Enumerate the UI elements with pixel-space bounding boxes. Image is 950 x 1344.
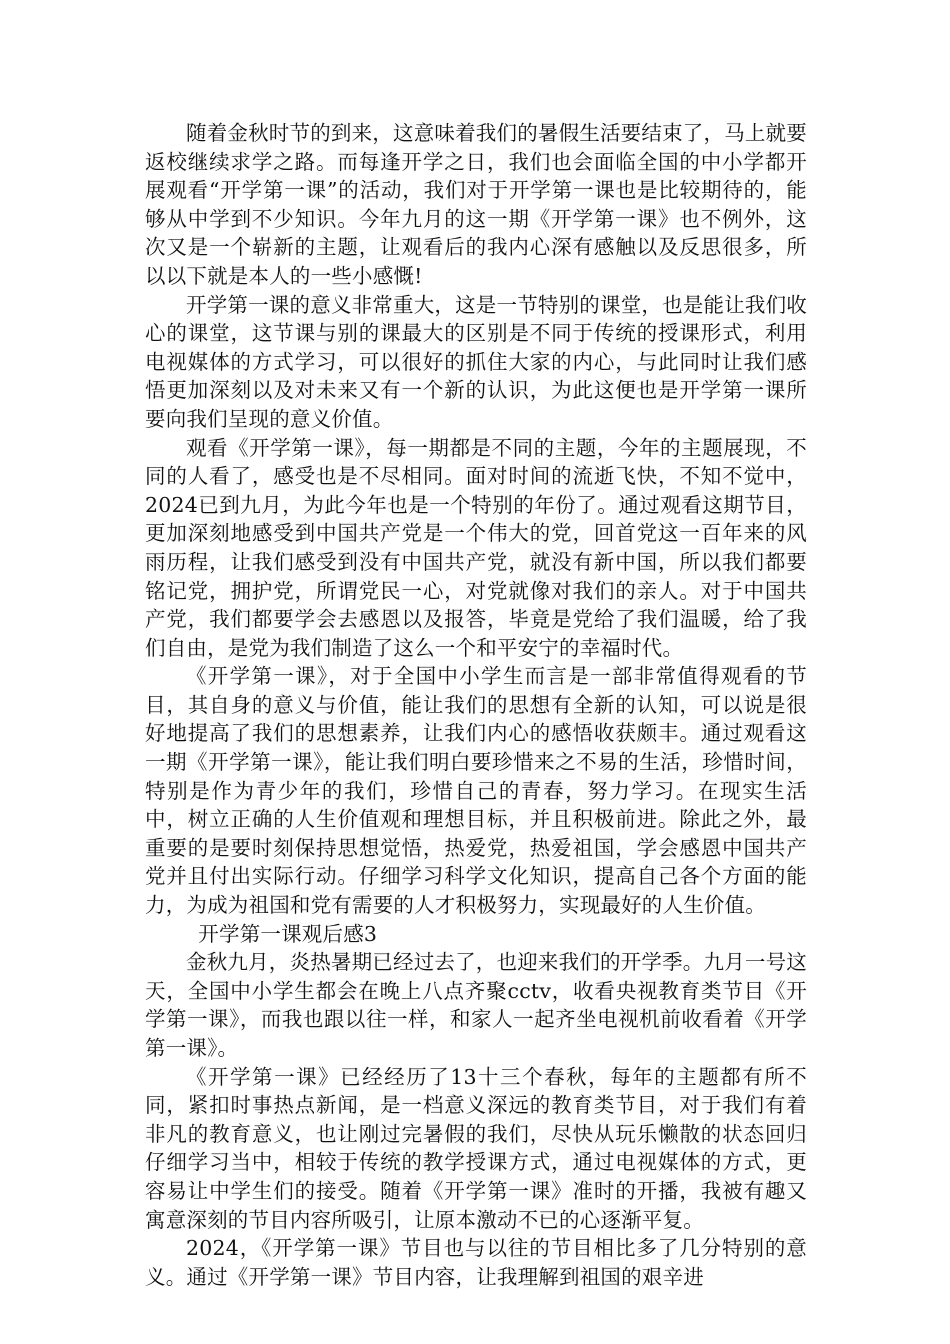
document-body [145, 119, 807, 1291]
paragraph-value: 《开学第一课》，对于全国中小学生而言是一部非常值得观看的节目，其自身的意义与价值，能让我们的思想有全新的认知，可以说是很好地提高了我们的思想素养，让我们内心的感悟收获颇丰。通过观看这一期《开学第一课》，能让我们明白要珍惜来之不易的生活，珍惜时间，特别是作为青少年的我们，珍惜自己的青春，努力学习。在现实生活中，树立正确的人生价值观和理想目标，并且积极前进。除此之外，最重要的是要时刻保持思想觉悟，热爱党，热爱祖国，学会感恩中国共产党并且付出实际行动。仔细学习科学文化知识，提高自己各个方面的能力，为成为祖国和党有需要的人才积极努力，实现最好的人生价值。 [145, 664, 807, 918]
paragraph-significance: 开学第一课的意义非常重大，这是一节特别的课堂，也是能让我们收心的课堂，这节课与别的课最大的区别是不同于传统的授课形式，利用电视媒体的方式学习，可以很好的抓住大家的内心，与此同时让我们感悟更加深刻以及对未来又有一个新的认识，为此这便也是开学第一课所要向我们呈现的意义价值。 [145, 292, 807, 431]
paragraph-history: 《开学第一课》已经经历了13十三个春秋，每年的主题都有所不同，紧扣时事热点新闻，是一档意义深远的教育类节目，对于我们有着非凡的教育意义，也让刚过完暑假的我们，尽快从玩乐懒散的状态回归仔细学习当中，相较于传统的教学授课方式，通过电视媒体的方式，更容易让中学生们的接受。随着《开学第一课》准时的开播，我被有趣又寓意深刻的节目内容所吸引，让原本激动不已的心逐渐平复。 [145, 1064, 807, 1232]
paragraph-party: 观看《开学第一课》，每一期都是不同的主题，今年的主题展现，不同的人看了，感受也是不尽相同。面对时间的流逝飞快，不知不觉中，2024已到九月，为此今年也是一个特别的年份了。通过观看这期节目，更加深刻地感受到中国共产党是一个伟大的党，回首党这一百年来的风雨历程，让我们感受到没有中国共产党，就没有新中国，所以我们都要铭记党，拥护党，所谓党民一心，对党就像对我们的亲人。对于中国共产党，我们都要学会去感恩以及报答，毕竟是党给了我们温暖，给了我们自由，是党为我们制造了这么一个和平安宁的幸福时代。 [145, 435, 807, 660]
paragraph-2024: 2024，《开学第一课》节目也与以往的节目相比多了几分特别的意义。通过《开学第一课》节目内容，让我理解到祖国的艰辛进 [145, 1236, 807, 1289]
paragraph-intro: 随着金秋时节的到来，这意味着我们的暑假生活要结束了，马上就要返校继续求学之路。而每逢开学之日，我们也会面临全国的中小学都开展观看“开学第一课”的活动，我们对于开学第一课也是比较期待的，能够从中学到不少知识。今年九月的这一期《开学第一课》也不例外，这次又是一个崭新的主题，让观看后的我内心深有感触以及反思很多，所以以下就是本人的一些小感慨! [145, 121, 807, 288]
section-heading: 开学第一课观后感3 [198, 921, 378, 946]
paragraph-september: 金秋九月，炎热暑期已经过去了，也迎来我们的开学季。九月一号这天，全国中小学生都会在晚上八点齐聚cctv，收看央视教育类节目《开学第一课》，而我也跟以往一样，和家人一起齐坐电视机前收看着《开学第一课》。 [145, 950, 807, 1060]
